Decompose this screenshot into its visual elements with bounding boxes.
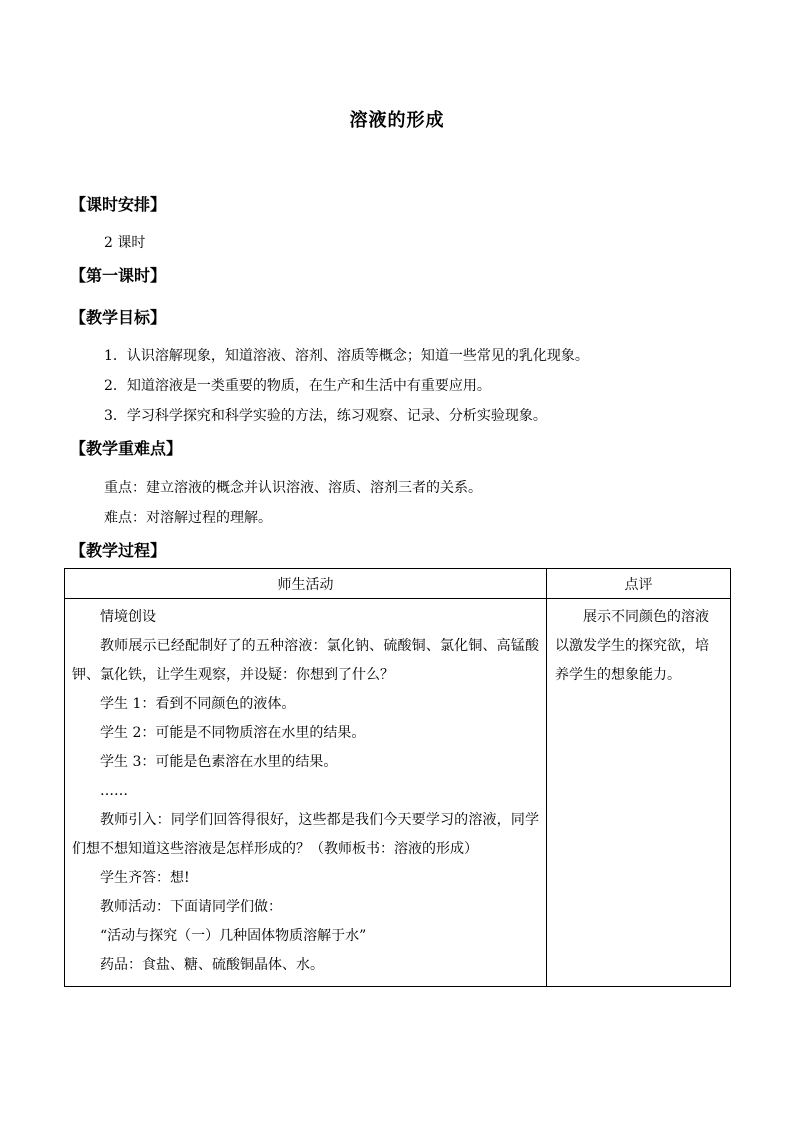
comment-text: 展示不同颜色的溶液以激发学生的探究欲，培养学生的想象能力。 <box>555 609 709 683</box>
column-header-comment: 点评 <box>547 569 731 599</box>
schedule-heading: 【课时安排】 <box>70 195 167 214</box>
column-header-activity: 师生活动 <box>65 569 547 599</box>
document-title: 溶液的形成 <box>349 110 445 131</box>
table-header-row <box>65 569 731 599</box>
goals-heading: 【教学目标】 <box>70 308 167 327</box>
keypoint-item: 难点：对溶解过程的理解。 <box>104 510 272 526</box>
goal-item: 3．学习科学探究和科学实验的方法，练习观察、记录、分析实验现象。 <box>104 408 547 424</box>
activity-line: “活动与探究（一）几种固体物质溶解于水” <box>100 928 367 944</box>
activity-line: 情境创设 <box>100 609 156 625</box>
activity-line: 学生 1：看到不同颜色的液体。 <box>100 696 296 712</box>
activity-line: 教师活动：下面请同学们做： <box>100 899 282 915</box>
activity-line: 学生 3：可能是色素溶在水里的结果。 <box>100 754 338 770</box>
activity-line: 教师引入：同学们回答得很好，这些都是我们今天要学习的溶液，同学们想不想知道这些溶液是怎样形成的？（教师板书：溶液的形成） <box>72 812 539 857</box>
activity-line: 学生 2：可能是不同物质溶在水里的结果。 <box>100 725 366 741</box>
keypoints-heading: 【教学重难点】 <box>70 439 183 458</box>
process-heading: 【教学过程】 <box>70 541 167 560</box>
goal-item: 1．认识溶解现象，知道溶液、溶剂、溶质等概念；知道一些常见的乳化现象。 <box>104 348 589 364</box>
activity-line: 学生齐答：想! <box>100 870 190 886</box>
activity-cell <box>65 599 547 987</box>
first-lesson-heading: 【第一课时】 <box>70 266 167 285</box>
activity-line: …… <box>100 783 128 799</box>
activity-line: 教师展示已经配制好了的五种溶液：氯化钠、硫酸铜、氯化铜、高锰酸钾、氯化铁，让学生观察，并设疑：你想到了什么？ <box>72 638 539 683</box>
activity-line: 药品：食盐、糖、硫酸铜晶体、水。 <box>100 957 324 973</box>
keypoint-item: 重点：建立溶液的概念并认识溶液、溶质、溶剂三者的关系。 <box>104 480 482 496</box>
schedule-text: 2 课时 <box>104 235 146 251</box>
goal-item: 2．知道溶液是一类重要的物质，在生产和生活中有重要应用。 <box>104 378 491 394</box>
teaching-process-table <box>64 568 731 987</box>
table-row <box>65 599 731 987</box>
comment-cell <box>547 599 731 987</box>
